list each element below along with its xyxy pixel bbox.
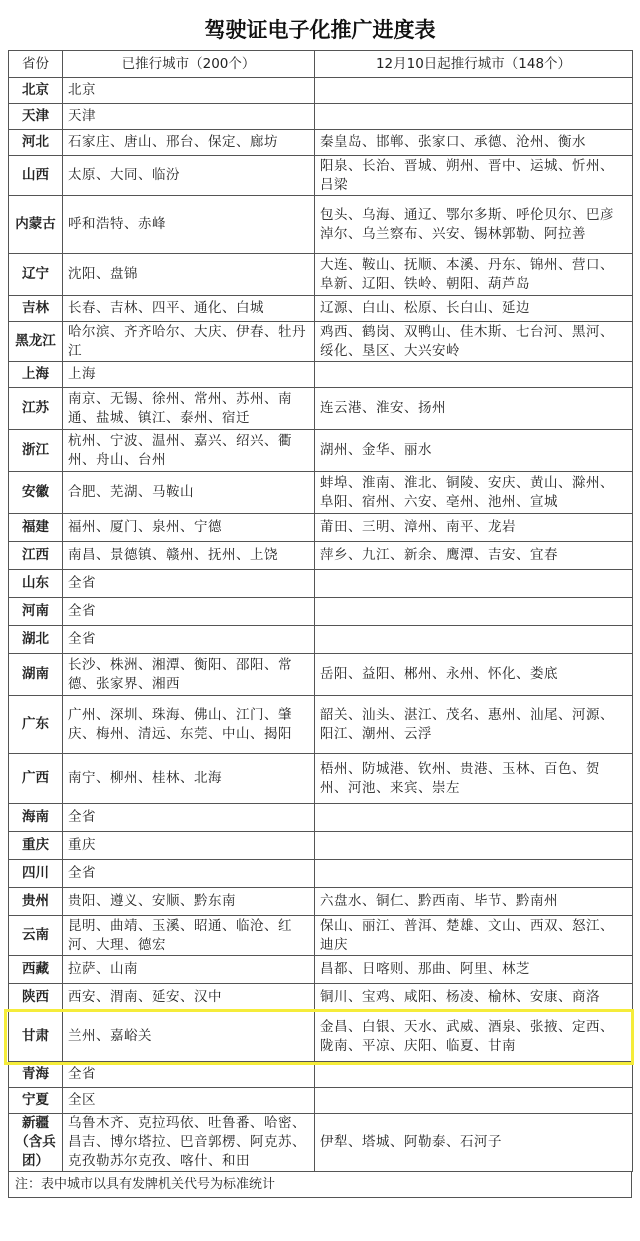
- done-cities-cell: 全省: [63, 804, 315, 832]
- done-cities-cell: 南昌、景德镇、赣州、抚州、上饶: [63, 542, 315, 570]
- done-cities-cell: 哈尔滨、齐齐哈尔、大庆、伊春、牡丹江: [63, 322, 315, 362]
- province-cell: 重庆: [9, 832, 63, 860]
- table-row: [9, 156, 633, 196]
- province-cell: 海南: [9, 804, 63, 832]
- dec10-cities-cell: [315, 1088, 633, 1114]
- province-cell: 湖北: [9, 626, 63, 654]
- done-cities-cell: 昆明、曲靖、玉溪、昭通、临沧、红河、大理、德宏: [63, 916, 315, 956]
- province-cell: 青海: [9, 1062, 63, 1088]
- table-row: [9, 570, 633, 598]
- province-cell: 江苏: [9, 388, 63, 430]
- dec10-cities-cell: 秦皇岛、邯郸、张家口、承德、沧州、衡水: [315, 130, 633, 156]
- province-cell: 河南: [9, 598, 63, 626]
- province-cell: 安徽: [9, 472, 63, 514]
- province-cell: 内蒙古: [9, 196, 63, 254]
- done-cities-cell: 拉萨、山南: [63, 956, 315, 984]
- table-row: [9, 472, 633, 514]
- table-row: [9, 1114, 633, 1172]
- table-row: [9, 388, 633, 430]
- done-cities-cell: 沈阳、盘锦: [63, 254, 315, 296]
- table-row: [9, 254, 633, 296]
- table-row: [9, 514, 633, 542]
- province-cell: 天津: [9, 104, 63, 130]
- province-cell: 云南: [9, 916, 63, 956]
- done-cities-cell: 贵阳、遵义、安顺、黔东南: [63, 888, 315, 916]
- dec10-cities-cell: 六盘水、铜仁、黔西南、毕节、黔南州: [315, 888, 633, 916]
- table-body: [9, 78, 633, 1172]
- table-row: [9, 430, 633, 472]
- table-row: [9, 1062, 633, 1088]
- done-cities-cell: 西安、渭南、延安、汉中: [63, 984, 315, 1012]
- done-cities-cell: 合肥、芜湖、马鞍山: [63, 472, 315, 514]
- done-cities-cell: 石家庄、唐山、邢台、保定、廊坊: [63, 130, 315, 156]
- done-cities-cell: 太原、大同、临汾: [63, 156, 315, 196]
- dec10-cities-cell: [315, 570, 633, 598]
- done-cities-cell: 全区: [63, 1088, 315, 1114]
- dec10-cities-cell: 岳阳、益阳、郴州、永州、怀化、娄底: [315, 654, 633, 696]
- province-cell: 甘肃: [9, 1012, 63, 1062]
- done-cities-cell: 长春、吉林、四平、通化、白城: [63, 296, 315, 322]
- province-cell: 上海: [9, 362, 63, 388]
- done-cities-cell: 上海: [63, 362, 315, 388]
- province-cell: 江西: [9, 542, 63, 570]
- done-cities-cell: 全省: [63, 626, 315, 654]
- province-cell: 黑龙江: [9, 322, 63, 362]
- dec10-cities-cell: 大连、鞍山、抚顺、本溪、丹东、锦州、营口、阜新、辽阳、铁岭、朝阳、葫芦岛: [315, 254, 633, 296]
- dec10-cities-cell: 昌都、日喀则、那曲、阿里、林芝: [315, 956, 633, 984]
- table-header-row: [9, 51, 633, 78]
- header-done-cities: 已推行城市（200个）: [63, 51, 315, 78]
- done-cities-cell: 乌鲁木齐、克拉玛依、吐鲁番、哈密、昌吉、博尔塔拉、巴音郭楞、阿克苏、克孜勒苏尔克孜、喀什、和田: [63, 1114, 315, 1172]
- table-row: [9, 78, 633, 104]
- table-row: [9, 916, 633, 956]
- dec10-cities-cell: 伊犁、塔城、阿勒泰、石河子: [315, 1114, 633, 1172]
- dec10-cities-cell: [315, 860, 633, 888]
- header-province: 省份: [9, 51, 63, 78]
- province-cell: 四川: [9, 860, 63, 888]
- province-cell: 陕西: [9, 984, 63, 1012]
- dec10-cities-cell: 连云港、淮安、扬州: [315, 388, 633, 430]
- province-cell: 吉林: [9, 296, 63, 322]
- dec10-cities-cell: [315, 1062, 633, 1088]
- province-cell: 浙江: [9, 430, 63, 472]
- table-row: [9, 322, 633, 362]
- province-cell: 辽宁: [9, 254, 63, 296]
- done-cities-cell: 兰州、嘉峪关: [63, 1012, 315, 1062]
- dec10-cities-cell: 辽源、白山、松原、长白山、延边: [315, 296, 633, 322]
- dec10-cities-cell: [315, 78, 633, 104]
- dec10-cities-cell: 包头、乌海、通辽、鄂尔多斯、呼伦贝尔、巴彦淖尔、乌兰察布、兴安、锡林郭勒、阿拉善: [315, 196, 633, 254]
- table-row: [9, 1088, 633, 1114]
- done-cities-cell: 北京: [63, 78, 315, 104]
- header-dec10-cities: 12月10日起推行城市（148个）: [315, 51, 633, 78]
- table-note: 注：表中城市以具有发牌机关代号为标准统计: [8, 1172, 632, 1198]
- table-row: [9, 754, 633, 804]
- dec10-cities-cell: 铜川、宝鸡、咸阳、杨凌、榆林、安康、商洛: [315, 984, 633, 1012]
- province-cell: 广东: [9, 696, 63, 754]
- done-cities-cell: 呼和浩特、赤峰: [63, 196, 315, 254]
- province-cell: 贵州: [9, 888, 63, 916]
- province-cell: 山东: [9, 570, 63, 598]
- province-cell: 西藏: [9, 956, 63, 984]
- dec10-cities-cell: 蚌埠、淮南、淮北、铜陵、安庆、黄山、滁州、阜阳、宿州、六安、亳州、池州、宣城: [315, 472, 633, 514]
- province-cell: 福建: [9, 514, 63, 542]
- table-row: [9, 832, 633, 860]
- dec10-cities-cell: 韶关、汕头、湛江、茂名、惠州、汕尾、河源、阳江、潮州、云浮: [315, 696, 633, 754]
- table-row: [9, 956, 633, 984]
- page-title: 驾驶证电子化推广进度表: [204, 17, 436, 42]
- dec10-cities-cell: [315, 804, 633, 832]
- table-row: [9, 888, 633, 916]
- dec10-cities-cell: [315, 362, 633, 388]
- dec10-cities-cell: 莆田、三明、漳州、南平、龙岩: [315, 514, 633, 542]
- dec10-cities-cell: 阳泉、长治、晋城、朔州、晋中、运城、忻州、吕梁: [315, 156, 633, 196]
- done-cities-cell: 全省: [63, 570, 315, 598]
- dec10-cities-cell: 梧州、防城港、钦州、贵港、玉林、百色、贺州、河池、来宾、崇左: [315, 754, 633, 804]
- dec10-cities-cell: 萍乡、九江、新余、鹰潭、吉安、宜春: [315, 542, 633, 570]
- province-cell: 广西: [9, 754, 63, 804]
- table-row: [9, 598, 633, 626]
- done-cities-cell: 福州、厦门、泉州、宁德: [63, 514, 315, 542]
- province-cell: 湖南: [9, 654, 63, 696]
- dec10-cities-cell: 湖州、金华、丽水: [315, 430, 633, 472]
- table-row: [9, 654, 633, 696]
- table-row: [9, 362, 633, 388]
- table-row: [9, 626, 633, 654]
- dec10-cities-cell: [315, 104, 633, 130]
- table-row: [9, 860, 633, 888]
- table-row: [9, 804, 633, 832]
- dec10-cities-cell: 金昌、白银、天水、武威、酒泉、张掖、定西、陇南、平凉、庆阳、临夏、甘南: [315, 1012, 633, 1062]
- dec10-cities-cell: [315, 626, 633, 654]
- province-cell: 山西: [9, 156, 63, 196]
- dec10-cities-cell: [315, 832, 633, 860]
- done-cities-cell: 南宁、柳州、桂林、北海: [63, 754, 315, 804]
- done-cities-cell: 全省: [63, 1062, 315, 1088]
- done-cities-cell: 天津: [63, 104, 315, 130]
- table-row: [9, 542, 633, 570]
- progress-table: [8, 50, 633, 1172]
- done-cities-cell: 广州、深圳、珠海、佛山、江门、肇庆、梅州、清远、东莞、中山、揭阳: [63, 696, 315, 754]
- done-cities-cell: 重庆: [63, 832, 315, 860]
- done-cities-cell: 杭州、宁波、温州、嘉兴、绍兴、衢州、舟山、台州: [63, 430, 315, 472]
- table-row: [9, 296, 633, 322]
- done-cities-cell: 南京、无锡、徐州、常州、苏州、南通、盐城、镇江、泰州、宿迁: [63, 388, 315, 430]
- table-row: [9, 196, 633, 254]
- province-cell: 宁夏: [9, 1088, 63, 1114]
- table-row: [9, 984, 633, 1012]
- done-cities-cell: 长沙、株洲、湘潭、衡阳、邵阳、常德、张家界、湘西: [63, 654, 315, 696]
- province-cell: 新疆（含兵团）: [9, 1114, 63, 1172]
- dec10-cities-cell: [315, 598, 633, 626]
- dec10-cities-cell: 保山、丽江、普洱、楚雄、文山、西双、怒江、迪庆: [315, 916, 633, 956]
- done-cities-cell: 全省: [63, 598, 315, 626]
- table-row: [9, 696, 633, 754]
- table-row: [9, 104, 633, 130]
- province-cell: 北京: [9, 78, 63, 104]
- province-cell: 河北: [9, 130, 63, 156]
- dec10-cities-cell: 鸡西、鹤岗、双鸭山、佳木斯、七台河、黑河、绥化、垦区、大兴安岭: [315, 322, 633, 362]
- done-cities-cell: 全省: [63, 860, 315, 888]
- table-row: [9, 130, 633, 156]
- table-row: [9, 1012, 633, 1062]
